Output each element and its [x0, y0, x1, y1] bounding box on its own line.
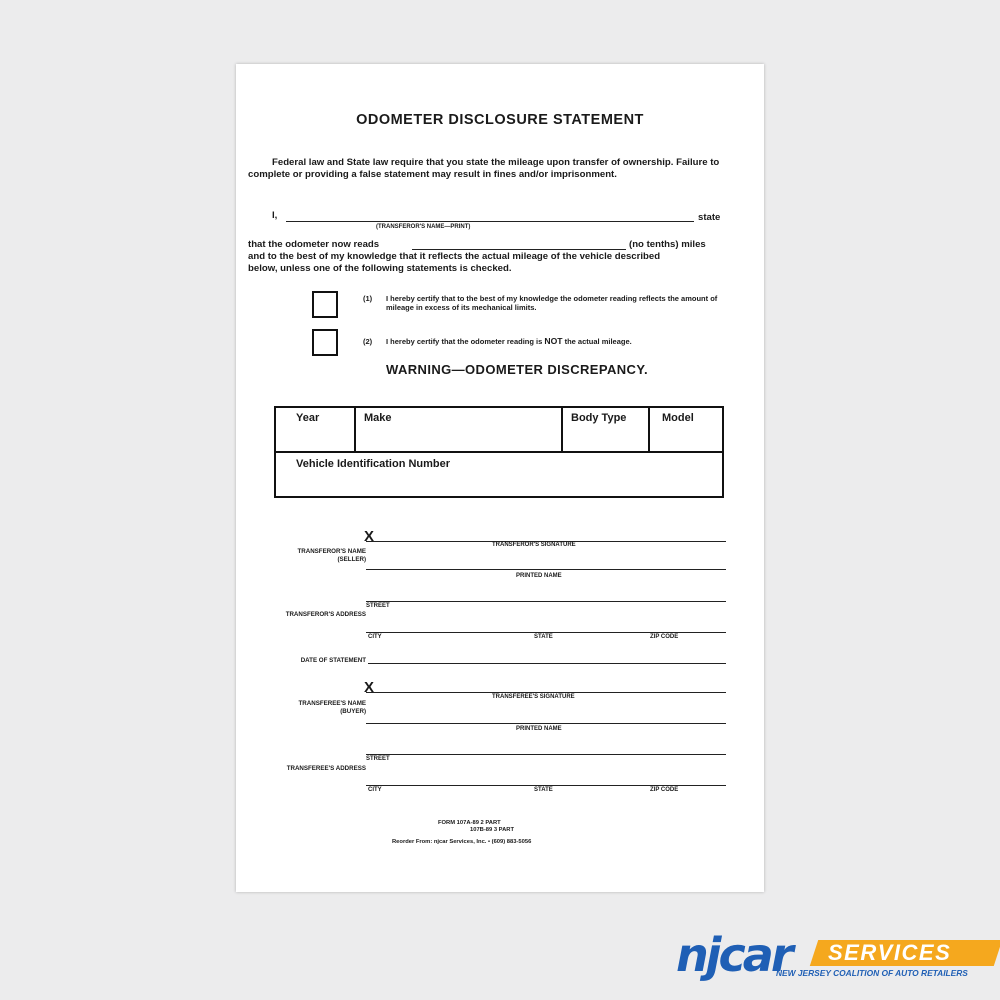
transferor-printed-name-caption: PRINTED NAME — [516, 573, 562, 579]
transferee-city-caption: CITY — [368, 787, 382, 793]
date-of-statement-label: DATE OF STATEMENT — [300, 657, 366, 664]
knowledge-line-1: and to the best of my knowledge that it reflects the actual mileage of the vehicle described — [248, 251, 661, 262]
vin-field[interactable]: Vehicle Identification Number — [296, 458, 451, 470]
intro-paragraph: Federal law and State law require that you state the mileage upon transfer of ownership. Failure to complete or providing a false statement may result in fines and/or imprisonment. — [248, 157, 720, 180]
transferor-signature-caption: TRANSFEROR'S SIGNATURE — [492, 542, 576, 548]
njcar-services-logo — [676, 930, 998, 982]
make-field[interactable]: Make — [364, 412, 392, 424]
transferee-street-caption: STREET — [366, 756, 390, 762]
cert1-text: I hereby certify that to the best of my knowledge the odometer reading reflects the amount of mileage in excess of its mechanical limits. — [386, 294, 718, 312]
transferee-address-label: TRANSFEREE'S ADDRESS — [286, 765, 366, 772]
logo-tagline: NEW JERSEY COALITION OF AUTO RETAILERS — [776, 968, 968, 978]
logo-brand: njcar — [676, 928, 791, 982]
transferee-state-caption: STATE — [534, 787, 553, 793]
transferee-printed-name-line[interactable] — [366, 723, 726, 724]
transferee-signature-line[interactable] — [366, 692, 726, 693]
knowledge-line-2: below, unless one of the following statements is checked. — [248, 263, 512, 274]
model-field[interactable]: Model — [662, 412, 694, 424]
i-label: I, — [272, 210, 278, 221]
transferor-street-caption: STREET — [366, 603, 390, 609]
table-divider-vertical — [561, 408, 563, 451]
transferor-printed-name-line[interactable] — [366, 569, 726, 570]
transferor-name-label: TRANSFEROR'S NAME (SELLER) — [297, 548, 366, 563]
odometer-form-sheet — [236, 64, 764, 892]
logo-services: SERVICES — [828, 940, 952, 965]
form-number-line-2: 107B-89 3 PART — [470, 827, 515, 833]
table-divider-vertical — [354, 408, 356, 451]
cert1-number: (1) — [363, 294, 373, 303]
transferee-signature-caption: TRANSFEREE'S SIGNATURE — [492, 694, 575, 700]
state-label: state — [698, 212, 721, 223]
table-divider-vertical — [648, 408, 650, 451]
certify-not-actual-mileage-checkbox[interactable] — [312, 329, 338, 356]
transferee-printed-name-caption: PRINTED NAME — [516, 726, 562, 732]
date-of-statement-line[interactable] — [368, 663, 726, 664]
transferor-name-caption: (TRANSFEROR'S NAME—PRINT) — [376, 224, 471, 230]
odometer-suffix: (no tenths) miles — [629, 239, 706, 250]
transferor-city-caption: CITY — [368, 634, 382, 640]
form-title: ODOMETER DISCLOSURE STATEMENT — [356, 112, 644, 128]
warning-heading: WARNING—ODOMETER DISCREPANCY. — [386, 362, 648, 377]
table-divider-horizontal — [276, 451, 722, 453]
transferor-signature-x: X — [364, 528, 375, 545]
transferor-zip-caption: ZIP CODE — [650, 634, 679, 640]
certify-excess-mileage-checkbox[interactable] — [312, 291, 338, 318]
transferee-city-line[interactable] — [366, 785, 726, 786]
transferee-signature-x: X — [364, 679, 375, 696]
odometer-prefix: that the odometer now reads — [248, 239, 380, 250]
transferor-state-caption: STATE — [534, 634, 553, 640]
cert2-number: (2) — [363, 337, 373, 346]
vehicle-info-table — [274, 406, 724, 498]
transferor-name-line[interactable] — [286, 221, 694, 222]
transferee-street-line[interactable] — [366, 754, 726, 755]
transferee-name-label: TRANSFEREE'S NAME (BUYER) — [298, 700, 366, 715]
transferee-zip-caption: ZIP CODE — [650, 787, 679, 793]
year-field[interactable]: Year — [296, 412, 320, 424]
transferor-city-line[interactable] — [366, 632, 726, 633]
transferor-address-label: TRANSFEROR'S ADDRESS — [285, 611, 366, 618]
odometer-reading-line[interactable] — [412, 249, 626, 250]
transferor-street-line[interactable] — [366, 601, 726, 602]
reorder-info: Reorder From: njcar Services, Inc. • (609) 883-5056 — [392, 839, 532, 845]
cert2-text: I hereby certify that the odometer reading is NOT the actual mileage. — [386, 336, 632, 346]
body-type-field[interactable]: Body Type — [571, 412, 627, 424]
form-number-line-1: FORM 107A-89 2 PART — [438, 820, 501, 826]
